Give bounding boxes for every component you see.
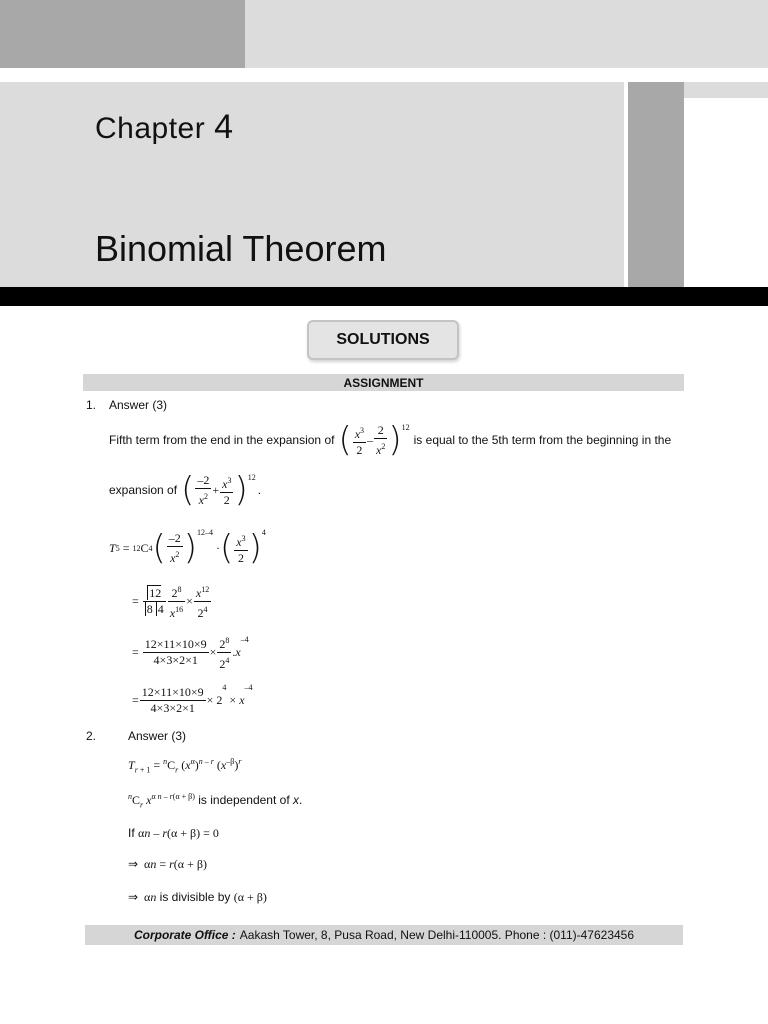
- header-black-bar: [0, 287, 768, 306]
- chapter-word: Chapter: [95, 112, 206, 145]
- footer-address: Aakash Tower, 8, Pusa Road, New Delhi-110005. Phone : (011)-47623456: [239, 928, 635, 942]
- q2-answer: Answer (3): [128, 729, 187, 743]
- q2-number: 2.: [86, 729, 97, 743]
- q1-expr-2: ( $\frac{-2}{x^2}$ + $\frac{x^3}{2}$ ) $^{12}$: [181, 470, 256, 510]
- q1-line2-after: .: [257, 483, 262, 497]
- q1-step-3: = $\frac{12\times 11\times 10\times 9}{4\times 3\times 2\times 1}$ × $\frac{2^8}{2^4}$ . x –4: [132, 635, 249, 669]
- header-side-column: [628, 82, 684, 287]
- q2-implication-1: ⇒ αn = r(α + β): [128, 857, 207, 871]
- footer-bar: [85, 925, 683, 945]
- q1-line1: [109, 420, 671, 460]
- chapter-number: 4: [214, 108, 234, 146]
- chapter-title: Binomial Theorem: [95, 228, 387, 269]
- chapter-label: [95, 108, 234, 147]
- q2-independent-line: $^nC_r$ $x^{\alpha n - r(\alpha + \beta)}$ is independent of x.: [128, 792, 303, 810]
- header-dark-block: [0, 0, 245, 68]
- q1-line1-before: Fifth term from the end in the expansion of: [109, 433, 335, 447]
- q2-general-term: $T_{r + 1} = ^nC_r$ $(x^\alpha)^{n - r}$ $(x^{-\beta})^r$: [128, 757, 242, 775]
- q1-expr-1: ( $\frac{x^3}{2}$ – $\frac{2}{x^2}$ ) $^{12}$: [338, 420, 410, 460]
- q1-step-4: = $\frac{12\times 11\times 10\times 9}{4\times 3\times 2\times 1}$ × 2 $^4$ × x –4: [132, 683, 253, 715]
- q2-if-text: If: [128, 826, 135, 840]
- q1-step-2: = $\frac{12}{8 4}$ $\frac{2^8}{x^{16}}$ × $\frac{x^{12}}{2^4}$: [132, 584, 212, 618]
- q2-condition: If αn – r(α + β) = 0: [128, 826, 219, 840]
- footer-label: Corporate Office :: [133, 928, 236, 942]
- header-light-block: [245, 0, 768, 68]
- solutions-button[interactable]: SOLUTIONS: [307, 320, 459, 360]
- q1-number: 1.: [86, 398, 97, 412]
- q2-implication-2: ⇒ αn is divisible by (α + β): [128, 890, 267, 904]
- q1-step-1: T 5 = 12 C 4 ( $\frac{-2}{x^2}$ ) $^{12-4}$ · ( $\frac{x^3}{2}$ ) $^4$: [109, 528, 266, 568]
- header-right-strip: [684, 82, 768, 98]
- q1-line1-after: is equal to the 5th term from the beginning in the: [413, 433, 672, 447]
- q1-line2: [109, 470, 261, 510]
- q2-independent-text: is independent of: [198, 793, 290, 807]
- section-heading: ASSIGNMENT: [83, 374, 684, 391]
- q1-line2-before: expansion of: [109, 483, 178, 497]
- q1-answer: Answer (3): [109, 398, 168, 412]
